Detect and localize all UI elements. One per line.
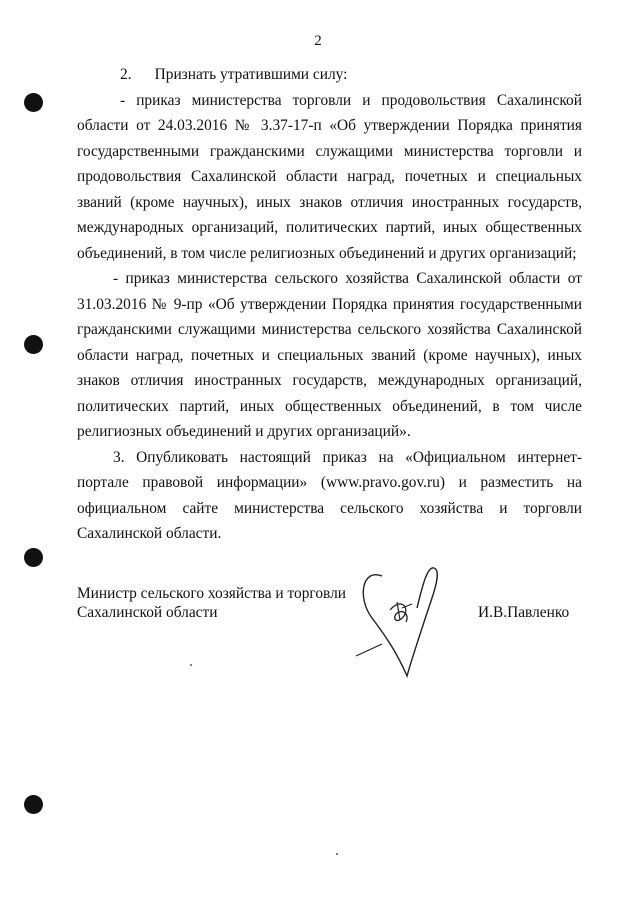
binder-hole bbox=[24, 93, 43, 112]
paragraph-2-heading: 2. Признать утратившими силу: bbox=[120, 66, 348, 83]
binder-hole bbox=[24, 335, 43, 354]
document-body bbox=[77, 62, 582, 547]
page-number: 2 bbox=[314, 33, 322, 49]
paragraph-2-item-1: - приказ министерства торговли и продовольствия Сахалинской области от 24.03.2016 № 3.37-17-п «Об утверждении Порядка принятия государственными гражданскими служащими министерства торговли и продовольствия Сахалинской области наград, почетных и специальных званий (кроме научных), иных знаков отличия иностранных государств, международных организаций, политических партий, иных общественных объединений, в том числе религиозных объединений и других организаций; bbox=[77, 91, 582, 262]
binder-hole bbox=[24, 795, 43, 814]
paragraph-2-item-2: - приказ министерства сельского хозяйства Сахалинской области от 31.03.2016 № 9-пр «Об утверждении Порядка принятия государственными гражданскими служащими министерства сельского хозяйства Сахалинской области наград, почетных и специальных званий (кроме научных), иных знаков отличия иностранных государств, международных организаций, политических партий, иных общественных объединений, в том числе религиозных объединений и других организаций». bbox=[77, 270, 582, 440]
scan-speck bbox=[336, 853, 338, 855]
handwritten-signature bbox=[352, 558, 452, 698]
paragraph-3: 3. Опубликовать настоящий приказ на «Официальном интернет-портале правовой информации» (www.pravo.gov.ru) и разместить на официальном сайте министерства сельского хозяйства и торговли Сахалинской области. bbox=[77, 448, 582, 542]
signatory-position bbox=[77, 584, 377, 622]
signatory-position-line-1: Министр сельского хозяйства и торговли bbox=[77, 585, 347, 602]
binder-hole bbox=[24, 548, 43, 567]
signatory-position-line-2: Сахалинской области bbox=[77, 604, 218, 621]
scan-speck bbox=[190, 664, 192, 666]
signatory-name: И.В.Павленко bbox=[478, 604, 570, 621]
